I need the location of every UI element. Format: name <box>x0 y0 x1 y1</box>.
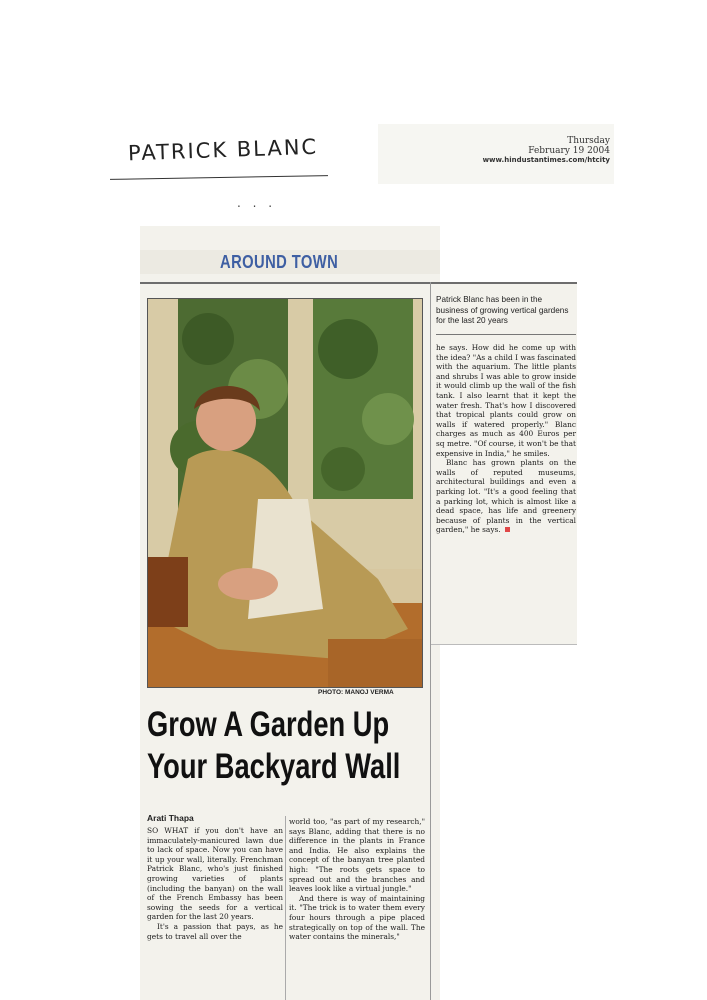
article-headline <box>147 704 401 788</box>
right-column-paragraph-2: Blanc has grown plants on the walls of reputed museums, architectural buildings and even a parking lot. "It's a good feeling that a parking lot, which is almost like a dead space, has life and greenery because of plants in the vertical garden," he says. <box>436 458 576 535</box>
body-column-1-paragraph-2: It's a passion that pays, as he gets to travel all over the <box>147 921 283 941</box>
byline: Arati Thapa <box>147 813 194 823</box>
handwritten-dots: . . . <box>237 196 277 210</box>
section-header <box>140 240 440 282</box>
section-title: AROUND TOWN <box>220 252 339 272</box>
body-column-2 <box>289 817 425 942</box>
dateline-day: Thursday <box>567 136 610 146</box>
end-mark-icon <box>505 527 510 532</box>
section-rule <box>140 282 577 284</box>
headline-line-1: Grow A Garden Up <box>147 705 390 744</box>
article-photo <box>147 298 423 688</box>
handwritten-underline <box>110 175 328 180</box>
body-column-1 <box>147 826 283 941</box>
dateline-url: www.hindustantimes.com/htcity <box>482 156 610 164</box>
body-column-2-paragraph-1: world too, "as part of my research," says Blanc, adding that there is no difference in the plants in France and India. He also explains the concept of the banyan tree planted high: "The roots gets space to spread out and the branches and leaves look like a virtual jungle." <box>289 817 425 894</box>
fold-line <box>430 644 577 645</box>
body-column-1-paragraph-1: SO WHAT if you don't have an immaculately-manicured lawn due to lack of space. Now you can have it up your wall, literally. Frenchman Patrick Blanc, who's just finished growing varieties of plants (including the banyan) on the wall of the French Embassy has been sowing the seeds for a vertical garden for the last 20 years. <box>147 826 283 922</box>
right-column <box>436 343 576 535</box>
caption-rule <box>436 334 576 335</box>
vertical-rule <box>430 282 431 1000</box>
right-column-paragraph-1: he says. How did he come up with the idea? "As a child I was fascinated with the aquarium. The little plants and shrubs I was able to grow inside it would climb up the wall of the fish tank. I also learnt that it kept the water fresh. That's how I discovered that tropical plants could grow on walls if watered properly." Blanc charges as much as 400 Euros per sq metre. "Of course, it won't be that expensive in India," he smiles. <box>436 343 576 458</box>
photo-credit: PHOTO: MANOJ VERMA <box>318 689 394 696</box>
photo-illustration <box>148 299 422 687</box>
handwritten-note: PATRICK BLANC <box>127 134 319 166</box>
headline-line-2: Your Backyard Wall <box>147 747 401 786</box>
dateline-clipping <box>378 124 614 184</box>
column-divider <box>285 816 286 1000</box>
dateline-date: February 19 2004 <box>528 146 610 156</box>
body-column-2-paragraph-2: And there is way of maintaining it. "The trick is to water them every four hours through a pipe placed strategically on top of the wall. The water contains the minerals," <box>289 893 425 942</box>
photo-caption: Patrick Blanc has been in the business of growing vertical gardens for the last 20 years <box>436 295 569 325</box>
